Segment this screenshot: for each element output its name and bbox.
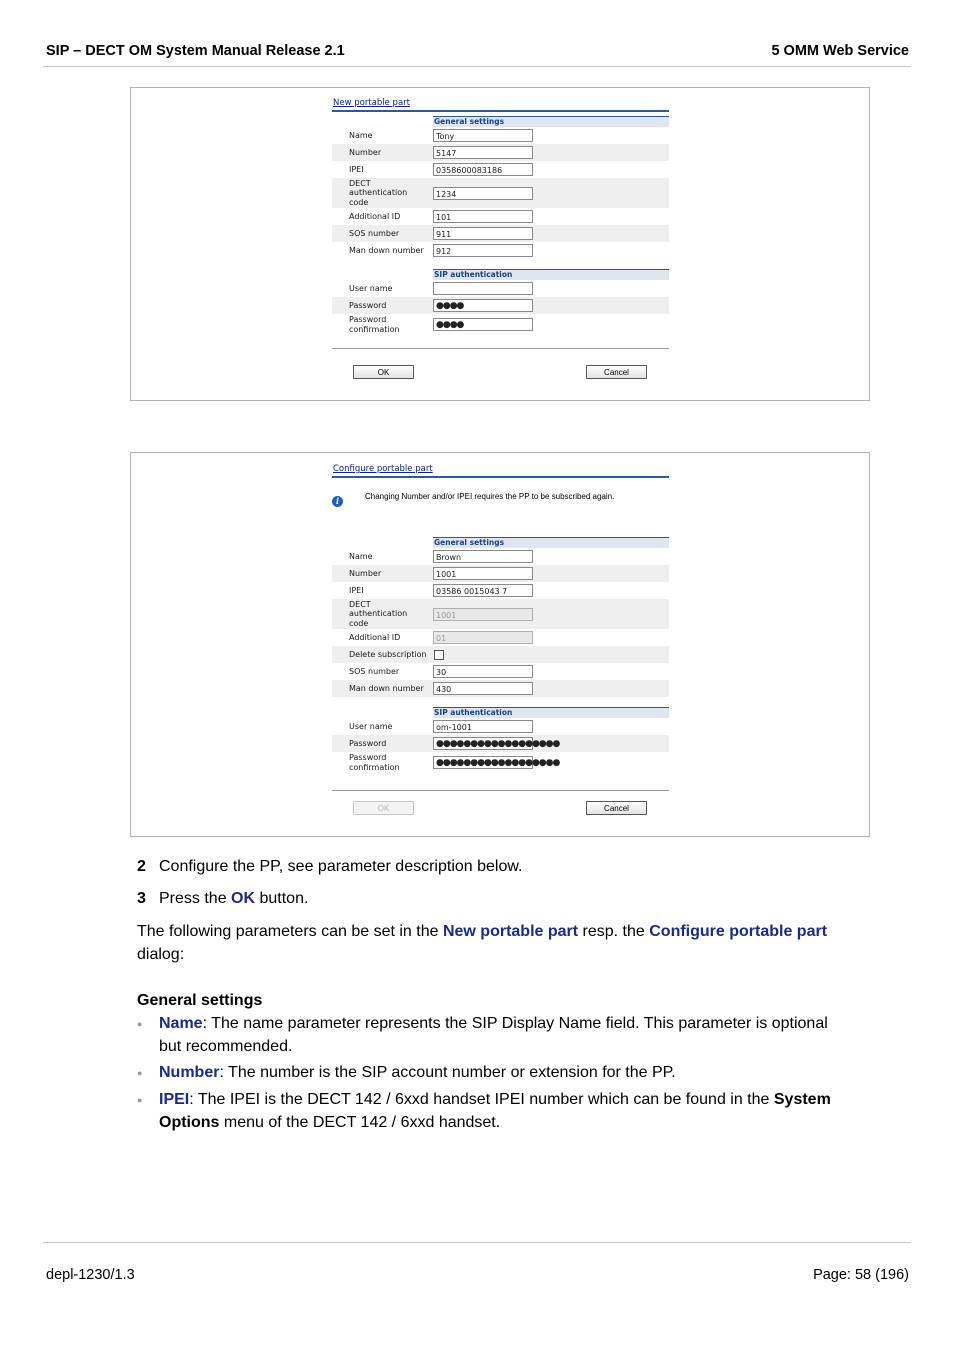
intro-paragraph xyxy=(137,920,867,966)
field-label: Additional ID xyxy=(349,211,401,221)
dect-auth-code-input[interactable]: 1234 xyxy=(433,187,533,200)
field-label: DECT authentication code xyxy=(349,178,408,207)
field-row-password-confirm xyxy=(332,752,669,773)
field-row-ipei xyxy=(332,161,669,178)
number-input[interactable]: 1001 xyxy=(433,567,533,580)
field-row-delete-subscription xyxy=(332,646,669,663)
field-row-sos xyxy=(332,225,669,242)
field-row-number xyxy=(332,144,669,161)
step-text: Configure the PP, see parameter description below. xyxy=(159,858,523,875)
ok-reference: OK xyxy=(231,890,256,907)
name-input[interactable]: Brown xyxy=(433,550,533,563)
additional-id-input: 01 xyxy=(433,631,533,644)
field-row-password-confirm xyxy=(332,314,669,335)
sip-authentication-heading: SIP authentication xyxy=(433,707,669,718)
password-confirmation-input[interactable]: ●●●●●●●●●●●●●●●●●● xyxy=(433,756,533,769)
field-label: Name xyxy=(349,551,373,561)
intro-pre: The following parameters can be set in the xyxy=(137,923,443,940)
cancel-button[interactable]: Cancel xyxy=(586,365,647,379)
bullet-description-end: menu of the DECT 142 / 6xxd handset. xyxy=(219,1114,501,1131)
bullet-ipei xyxy=(159,1088,849,1134)
ok-button[interactable]: OK xyxy=(353,365,414,379)
field-label: Additional ID xyxy=(349,632,401,642)
field-row-name xyxy=(332,548,669,565)
step-text-post: button. xyxy=(255,890,309,907)
bullet-icon: ● xyxy=(137,1095,143,1105)
field-label: Password xyxy=(349,300,387,310)
new-portable-part-dialog xyxy=(332,98,669,349)
dialog-title: New portable part xyxy=(332,98,669,112)
user-name-input[interactable] xyxy=(433,282,533,295)
user-name-input[interactable]: om-1001 xyxy=(433,720,533,733)
intro-mid: resp. the xyxy=(578,923,650,940)
page-number: Page: 58 (196) xyxy=(813,1267,909,1283)
bullet-description: : The number is the SIP account number or extension for the PP. xyxy=(219,1064,676,1081)
field-label: Number xyxy=(349,568,382,578)
step-text-pre: Press the xyxy=(159,890,232,907)
new-portable-part-reference: New portable part xyxy=(442,923,579,940)
field-row-additional-id xyxy=(332,208,669,225)
field-label: Password confirmation xyxy=(349,315,400,334)
password-input[interactable]: ●●●● xyxy=(433,299,533,312)
ipei-input[interactable]: 0358600083186 xyxy=(433,163,533,176)
bullet-icon: ● xyxy=(137,1019,143,1029)
section-heading: General settings xyxy=(137,992,263,1009)
general-settings-heading: General settings xyxy=(433,537,669,548)
field-label: IPEI xyxy=(349,164,364,174)
field-row-password xyxy=(332,297,669,314)
bullet-description: : The name parameter represents the SIP Display Name field. This parameter is optional but recommended. xyxy=(159,1015,828,1055)
field-label: SOS number xyxy=(349,228,400,238)
document-id: depl-1230/1.3 xyxy=(46,1267,135,1283)
password-confirmation-input[interactable]: ●●●● xyxy=(433,318,533,331)
info-icon: i xyxy=(332,496,343,507)
field-row-password xyxy=(332,735,669,752)
field-label: DECT authentication code xyxy=(349,599,408,628)
number-input[interactable]: 5147 xyxy=(433,146,533,159)
cancel-button[interactable]: Cancel xyxy=(586,801,647,815)
configure-portable-part-reference: Configure portable part xyxy=(649,923,828,940)
step-number: 2 xyxy=(137,858,146,875)
step-text xyxy=(159,890,308,908)
field-row-man-down xyxy=(332,680,669,697)
field-label: User name xyxy=(349,721,393,731)
header-chapter: 5 OMM Web Service xyxy=(771,43,909,59)
header-divider xyxy=(43,66,911,67)
field-row-user-name xyxy=(332,280,669,297)
screenshot-configure-portable-part xyxy=(130,452,870,837)
system-options-reference: System Options xyxy=(159,1091,831,1131)
footer-divider xyxy=(43,1242,911,1243)
man-down-number-input[interactable]: 430 xyxy=(433,682,533,695)
field-row-dect-auth xyxy=(332,599,669,629)
field-row-user-name xyxy=(332,718,669,735)
field-row-dect-auth xyxy=(332,178,669,208)
field-row-sos xyxy=(332,663,669,680)
bullet-name xyxy=(159,1012,849,1058)
sip-authentication-heading: SIP authentication xyxy=(433,269,669,280)
dialog-title: Configure portable part xyxy=(332,464,669,478)
ipei-input[interactable]: 03586 0015043 7 xyxy=(433,584,533,597)
bullet-term: Name xyxy=(159,1015,203,1032)
field-label: Man down number xyxy=(349,245,424,255)
field-label: Password confirmation xyxy=(349,753,400,772)
general-settings-heading: General settings xyxy=(433,116,669,127)
delete-subscription-checkbox[interactable] xyxy=(434,650,444,660)
field-row-additional-id xyxy=(332,629,669,646)
sos-number-input[interactable]: 30 xyxy=(433,665,533,678)
name-input[interactable]: Tony xyxy=(433,129,533,142)
field-label: IPEI xyxy=(349,585,364,595)
info-message: Changing Number and/or IPEI requires the PP to be subscribed again. xyxy=(365,492,615,501)
password-input[interactable]: ●●●●●●●●●●●●●●●●●● xyxy=(433,737,533,750)
sos-number-input[interactable]: 911 xyxy=(433,227,533,240)
bullet-number xyxy=(159,1061,849,1084)
screenshot-new-portable-part xyxy=(130,87,870,401)
field-row-ipei xyxy=(332,582,669,599)
button-divider xyxy=(332,348,669,349)
dect-auth-code-input: 1001 xyxy=(433,608,533,621)
field-row-man-down xyxy=(332,242,669,259)
field-label: Number xyxy=(349,147,382,157)
bullet-term: Number xyxy=(159,1064,220,1081)
additional-id-input[interactable]: 101 xyxy=(433,210,533,223)
man-down-number-input[interactable]: 912 xyxy=(433,244,533,257)
step-number: 3 xyxy=(137,890,146,907)
configure-portable-part-dialog xyxy=(332,464,669,478)
field-label: Password xyxy=(349,738,387,748)
field-label: SOS number xyxy=(349,666,400,676)
configure-form xyxy=(332,537,669,791)
intro-post: dialog: xyxy=(137,946,185,963)
field-row-name xyxy=(332,127,669,144)
button-divider xyxy=(332,790,669,791)
bullet-icon: ● xyxy=(137,1068,143,1078)
bullet-term: IPEI xyxy=(159,1091,190,1108)
header-title: SIP – DECT OM System Manual Release 2.1 xyxy=(46,43,345,59)
field-label: Delete subscription xyxy=(349,649,427,659)
field-label: Name xyxy=(349,130,373,140)
field-label: Man down number xyxy=(349,683,424,693)
bullet-description: : The IPEI is the DECT 142 / 6xxd handset IPEI number which can be found in the xyxy=(189,1091,774,1108)
field-row-number xyxy=(332,565,669,582)
ok-button: OK xyxy=(353,801,414,815)
field-label: User name xyxy=(349,283,393,293)
